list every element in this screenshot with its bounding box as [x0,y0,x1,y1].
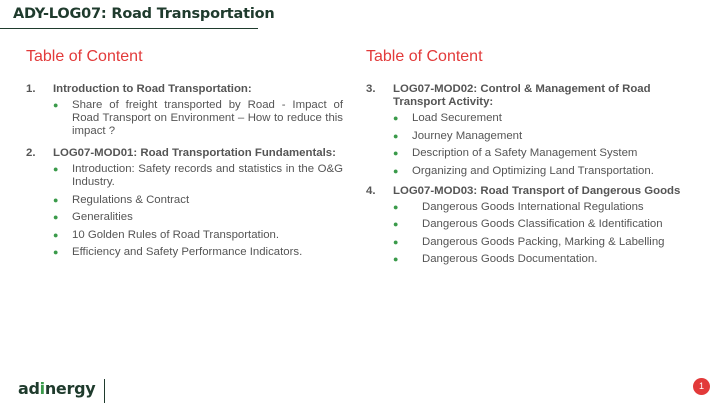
toc-section-4 [366,185,686,267]
bullet-icon: ● [393,113,399,123]
logo-text-end: nergy [44,379,96,398]
left-column [26,48,343,266]
section-number: 4. [366,184,376,197]
list-item [393,147,686,160]
right-column [366,48,686,273]
section-title: LOG07-MOD03: Road Transport of Dangerous Goods [393,184,681,197]
bullet-icon: ● [393,201,399,212]
slide-title: ADY-LOG07: Road Transportation [13,6,275,22]
list-item [393,130,686,143]
bullet-icon: ● [393,130,399,141]
list-item-text: Introduction: Safety records and statistics in the O&G Industry. [72,163,343,188]
list-item [393,218,686,231]
adinergy-logo [18,379,95,398]
list-item-text: Journey Management [412,129,523,142]
list-item-text: Load Securement [412,112,502,124]
section-number: 2. [26,147,36,159]
bullet-icon: ● [393,254,399,264]
list-item [393,112,686,125]
section-title: Introduction to Road Transportation: [53,83,252,95]
toc-section-1 [26,83,343,138]
page-number-badge: 1 [693,378,710,395]
list-item-text: Dangerous Goods International Regulations [422,200,644,213]
bullet-icon: ● [53,194,59,205]
section-title: LOG07-MOD01: Road Transportation Fundamentals: [53,147,336,159]
logo-divider [104,379,105,403]
list-item [393,236,686,249]
list-item [393,253,686,266]
list-item-text: Efficiency and Safety Performance Indicators. [72,246,303,258]
bullet-icon: ● [53,229,59,240]
list-item-text: Dangerous Goods Classification & Identification [422,218,663,230]
bullet-icon: ● [393,236,399,247]
bullet-icon: ● [53,164,59,174]
list-item-text: Dangerous Goods Packing, Marking & Labelling [422,235,665,248]
toc-section-3 [366,83,686,178]
logo-text-accent: i [39,379,45,398]
list-item [53,163,343,189]
list-item [393,201,686,214]
bullet-icon: ● [393,148,399,158]
bullet-icon: ● [393,219,399,229]
section-number: 3. [366,83,376,95]
section-items [393,112,686,178]
list-item [53,229,343,242]
logo-text-start: ad [18,379,40,398]
bullet-icon: ● [53,100,59,110]
list-item [53,99,343,138]
list-item-text: Regulations & Contract [72,193,190,206]
bullet-icon: ● [393,165,399,176]
list-item [53,194,343,207]
section-items [53,163,343,259]
list-item [53,246,343,259]
list-item [53,211,343,224]
section-items [393,201,686,267]
list-item-text: Organizing and Optimizing Land Transportation. [412,164,654,177]
right-column-heading: Table of Content [366,48,483,65]
section-number: 1. [26,83,36,95]
bullet-icon: ● [53,247,59,257]
list-item-text: Generalities [72,211,133,223]
list-item-text: Share of freight transported by Road - Impact of Road Transport on Environment – How to reduce this impact ? [72,99,343,137]
section-items [53,99,343,138]
toc-section-2 [26,147,343,259]
left-column-heading: Table of Content [26,48,143,65]
section-title: LOG07-MOD02: Control & Management of Road Transport Activity: [393,83,651,108]
list-item-text: Description of a Safety Management System [412,147,638,159]
title-underline [0,28,258,29]
bullet-icon: ● [53,212,59,222]
list-item-text: Dangerous Goods Documentation. [422,253,598,265]
list-item [393,165,686,178]
list-item-text: 10 Golden Rules of Road Transportation. [72,228,280,241]
